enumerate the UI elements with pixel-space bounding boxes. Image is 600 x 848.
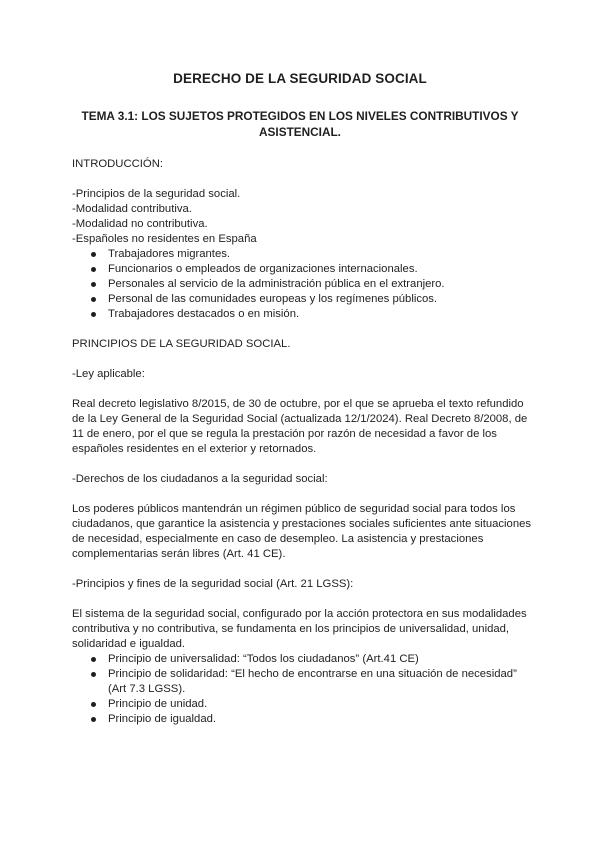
aims-paragraph: El sistema de la seguridad social, configurado por la acción protectora en sus modalidades contributiva y no contributiva, se fundamenta en los principios de universalidad, unidad, solidaridad e igualdad. [72,608,527,650]
aims-bullet: Principio de universalidad: “Todos los ciudadanos” (Art.41 CE) [108,652,532,667]
intro-bullet-list [72,247,532,322]
principles-heading: PRINCIPIOS DE LA SEGURIDAD SOCIAL. [72,338,291,350]
intro-line: -Modalidad contributiva. [72,203,192,215]
document-title: DERECHO DE LA SEGURIDAD SOCIAL [173,71,427,86]
aims-bullet-list [72,652,532,727]
intro-heading: INTRODUCCIÓN: [72,158,163,170]
document-body [72,157,532,727]
intro-list [72,187,532,322]
aims-bullet: Principio de solidaridad: “El hecho de encontrarse en una situación de necesidad” (Art 7.3 LGSS). [108,667,532,697]
aims-bullet: Principio de igualdad. [108,712,532,727]
rights-paragraph: Los poderes públicos mantendrán un régimen público de seguridad social para todos los ciudadanos, que garantice la asistencia y prestaciones sociales suficientes ante situaciones de necesidad, especialmente en caso de desempleo. La asistencia y prestaciones complementarias serán libres (Art. 41 CE). [72,503,532,560]
aims-bullet: Principio de unidad. [108,697,532,712]
aims-heading: -Principios y fines de la seguridad social (Art. 21 LGSS): [72,578,354,590]
intro-bullet: Trabajadores destacados o en misión. [108,307,532,322]
intro-bullet: Personales al servicio de la administración pública en el extranjero. [108,277,532,292]
intro-bullet: Personal de las comunidades europeas y los regímenes públicos. [108,292,532,307]
document-subtitle: TEMA 3.1: LOS SUJETOS PROTEGIDOS EN LOS NIVELES CONTRIBUTIVOS Y ASISTENCIAL. [81,109,519,139]
intro-line: -Principios de la seguridad social. [72,188,241,200]
intro-line: -Modalidad no contributiva. [72,218,208,230]
intro-line: -Españoles no residentes en España [72,233,257,245]
rights-heading: -Derechos de los ciudadanos a la seguridad social: [72,473,328,485]
law-paragraph: Real decreto legislativo 8/2015, de 30 de octubre, por el que se aprueba el texto refundido de la Ley General de la Seguridad Social (actualizada 12/1/2024). Real Decreto 8/2008, de 11 de enero, por el que se regula la prestación por razón de necesidad a favor de los españoles residentes en el exterior y retornados. [72,398,528,455]
intro-bullet: Funcionarios o empleados de organizaciones internacionales. [108,262,532,277]
intro-bullet: Trabajadores migrantes. [108,247,532,262]
law-heading: -Ley aplicable: [72,368,145,380]
